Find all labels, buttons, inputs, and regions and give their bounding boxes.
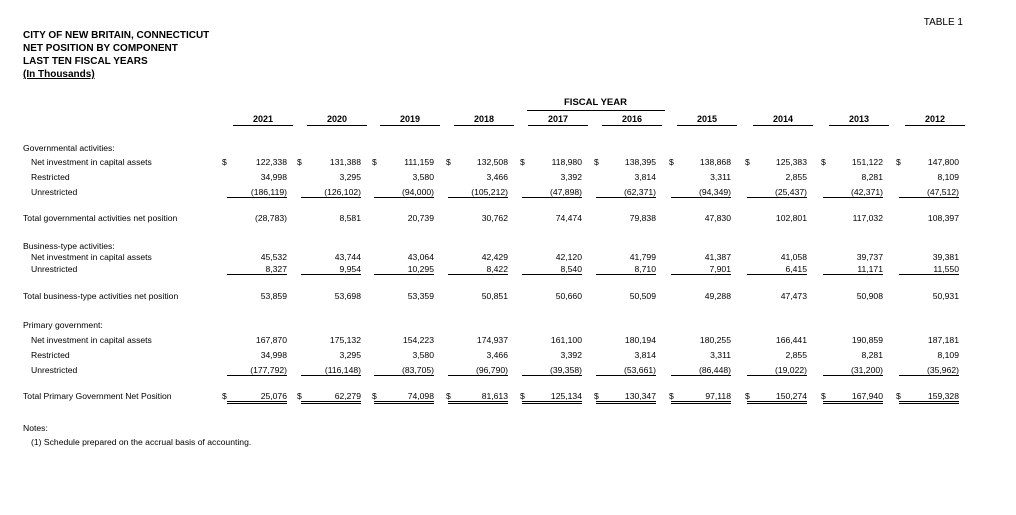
table-cell: (94,000) <box>374 187 434 198</box>
year-header: 2016 <box>602 114 662 126</box>
table-cell: (94,349) <box>671 187 731 198</box>
table-cell: 3,392 <box>560 172 582 182</box>
table-cell: 49,288 <box>704 291 731 301</box>
table-cell: 3,466 <box>486 350 508 360</box>
table-cell: 8,109 <box>937 350 959 360</box>
report-title: NET POSITION BY COMPONENT <box>23 43 178 54</box>
table-cell: 50,931 <box>932 291 959 301</box>
table-cell: 161,100 <box>550 335 582 345</box>
table-cell: (116,148) <box>301 365 361 376</box>
dollar-sign: $ <box>222 391 227 401</box>
report-city-title: CITY OF NEW BRITAIN, CONNECTICUT <box>23 30 210 41</box>
year-header: 2014 <box>753 114 813 126</box>
row-label: Net investment in capital assets <box>31 335 152 345</box>
table-cell: (86,448) <box>671 365 731 376</box>
table-cell: 166,441 <box>775 335 807 345</box>
table-cell: 11,171 <box>823 264 883 275</box>
table-cell: (126,102) <box>301 187 361 198</box>
dollar-sign: $ <box>745 391 750 401</box>
table-cell: 167,870 <box>255 335 287 345</box>
year-header: 2021 <box>233 114 293 126</box>
table-cell: 8,281 <box>861 172 883 182</box>
table-cell: 8,710 <box>596 264 656 275</box>
table-cell: 50,509 <box>629 291 656 301</box>
table-cell: 9,954 <box>301 264 361 275</box>
dollar-sign: $ <box>520 157 525 167</box>
table-cell: 125,383 <box>775 157 807 167</box>
table-cell: 41,387 <box>704 252 731 262</box>
table-cell: (39,358) <box>522 365 582 376</box>
table-cell: 39,381 <box>932 252 959 262</box>
table-cell: 2,855 <box>785 350 807 360</box>
table-cell: 190,859 <box>851 335 883 345</box>
dollar-sign: $ <box>372 157 377 167</box>
table-cell: (28,783) <box>254 213 287 223</box>
table-cell: 50,851 <box>481 291 508 301</box>
year-header: 2012 <box>905 114 965 126</box>
dollar-sign: $ <box>594 157 599 167</box>
table-cell: (42,371) <box>823 187 883 198</box>
dollar-sign: $ <box>222 157 227 167</box>
table-cell: 132,508 <box>476 157 508 167</box>
dollar-sign: $ <box>896 391 901 401</box>
table-cell: 130,347 <box>596 391 656 404</box>
fiscal-year-label: FISCAL YEAR <box>564 97 627 108</box>
table-cell: 3,814 <box>634 350 656 360</box>
dollar-sign: $ <box>446 391 451 401</box>
year-header: 2013 <box>829 114 889 126</box>
table-cell: (47,898) <box>522 187 582 198</box>
table-cell: 8,327 <box>227 264 287 275</box>
table-cell: (105,212) <box>448 187 508 198</box>
table-cell: 187,181 <box>927 335 959 345</box>
table-cell: 74,474 <box>555 213 582 223</box>
table-cell: 3,392 <box>560 350 582 360</box>
table-cell: 42,429 <box>481 252 508 262</box>
table-cell: 3,311 <box>710 172 731 182</box>
dollar-sign: $ <box>745 157 750 167</box>
table-number: TABLE 1 <box>923 17 963 28</box>
table-cell: 3,814 <box>634 172 656 182</box>
table-cell: 43,064 <box>407 252 434 262</box>
table-cell: 154,223 <box>402 335 434 345</box>
year-header: 2019 <box>380 114 440 126</box>
year-header: 2020 <box>307 114 367 126</box>
table-cell: 102,801 <box>775 213 807 223</box>
dollar-sign: $ <box>821 157 826 167</box>
table-cell: (19,022) <box>747 365 807 376</box>
table-cell: 175,132 <box>329 335 361 345</box>
table-cell: (177,792) <box>227 365 287 376</box>
dollar-sign: $ <box>896 157 901 167</box>
total-row-label: Total business-type activities net position <box>23 291 179 301</box>
table-cell: 11,550 <box>899 264 959 275</box>
row-label: Restricted <box>31 350 70 360</box>
table-cell: 138,868 <box>699 157 731 167</box>
table-cell: 138,395 <box>624 157 656 167</box>
table-cell: 74,098 <box>374 391 434 404</box>
table-cell: 53,359 <box>407 291 434 301</box>
table-cell: 25,076 <box>227 391 287 404</box>
table-cell: 20,739 <box>407 213 434 223</box>
table-cell: 79,838 <box>629 213 656 223</box>
table-cell: 34,998 <box>260 172 287 182</box>
table-cell: 47,473 <box>780 291 807 301</box>
notes-title: Notes: <box>23 423 48 433</box>
table-cell: 167,940 <box>823 391 883 404</box>
report-units: (In Thousands) <box>23 69 95 80</box>
table-cell: 151,122 <box>851 157 883 167</box>
table-cell: 150,274 <box>747 391 807 404</box>
dollar-sign: $ <box>594 391 599 401</box>
table-cell: (35,962) <box>899 365 959 376</box>
table-cell: 42,120 <box>555 252 582 262</box>
section-title: Primary government: <box>23 320 103 330</box>
dollar-sign: $ <box>297 157 302 167</box>
table-cell: (31,200) <box>823 365 883 376</box>
table-cell: 41,058 <box>780 252 807 262</box>
table-cell: 8,581 <box>339 213 361 223</box>
table-cell: 50,908 <box>856 291 883 301</box>
table-cell: 180,194 <box>624 335 656 345</box>
table-cell: 3,580 <box>412 350 434 360</box>
table-cell: 159,328 <box>899 391 959 404</box>
table-cell: 131,388 <box>329 157 361 167</box>
table-cell: (25,437) <box>747 187 807 198</box>
table-cell: 8,422 <box>448 264 508 275</box>
table-cell: 3,580 <box>412 172 434 182</box>
table-cell: 147,800 <box>927 157 959 167</box>
table-cell: (62,371) <box>596 187 656 198</box>
table-cell: 8,281 <box>861 350 883 360</box>
dollar-sign: $ <box>669 157 674 167</box>
dollar-sign: $ <box>297 391 302 401</box>
table-cell: 53,859 <box>260 291 287 301</box>
note-item: (1) Schedule prepared on the accrual basis of accounting. <box>31 437 252 447</box>
fiscal-year-rule <box>527 110 665 111</box>
table-cell: 180,255 <box>699 335 731 345</box>
table-cell: (83,705) <box>374 365 434 376</box>
section-title: Governmental activities: <box>23 143 115 153</box>
table-cell: 30,762 <box>481 213 508 223</box>
table-cell: 108,397 <box>927 213 959 223</box>
table-cell: (47,512) <box>899 187 959 198</box>
table-cell: 43,744 <box>334 252 361 262</box>
table-cell: (96,790) <box>448 365 508 376</box>
section-title: Business-type activities: <box>23 241 115 251</box>
table-cell: 6,415 <box>747 264 807 275</box>
table-cell: 34,998 <box>260 350 287 360</box>
table-cell: 3,311 <box>710 350 731 360</box>
table-cell: (53,661) <box>596 365 656 376</box>
table-cell: 53,698 <box>334 291 361 301</box>
row-label: Net investment in capital assets <box>31 157 152 167</box>
table-cell: 39,737 <box>856 252 883 262</box>
table-cell: 3,295 <box>339 350 361 360</box>
table-cell: 118,980 <box>551 157 582 167</box>
table-cell: 7,901 <box>671 264 731 275</box>
row-label: Restricted <box>31 172 70 182</box>
table-cell: 122,338 <box>255 157 287 167</box>
row-label: Unrestricted <box>31 365 78 375</box>
table-cell: 111,159 <box>404 157 434 167</box>
year-header: 2015 <box>677 114 737 126</box>
table-cell: 2,855 <box>785 172 807 182</box>
table-cell: 97,118 <box>671 391 731 404</box>
table-cell: 41,799 <box>629 252 656 262</box>
table-cell: 3,466 <box>486 172 508 182</box>
table-cell: 117,032 <box>852 213 883 223</box>
total-row-label: Total Primary Government Net Position <box>23 391 172 401</box>
row-label: Unrestricted <box>31 187 78 197</box>
report-period: LAST TEN FISCAL YEARS <box>23 56 148 67</box>
year-header: 2018 <box>454 114 514 126</box>
table-cell: 47,830 <box>704 213 731 223</box>
table-cell: 10,295 <box>374 264 434 275</box>
dollar-sign: $ <box>821 391 826 401</box>
table-cell: 62,279 <box>301 391 361 404</box>
table-cell: 174,937 <box>476 335 508 345</box>
table-cell: 81,613 <box>448 391 508 404</box>
table-cell: 3,295 <box>339 172 361 182</box>
year-header: 2017 <box>528 114 588 126</box>
dollar-sign: $ <box>446 157 451 167</box>
table-cell: 8,109 <box>937 172 959 182</box>
dollar-sign: $ <box>520 391 525 401</box>
table-cell: 45,532 <box>260 252 287 262</box>
total-row-label: Total governmental activities net position <box>23 213 178 223</box>
table-cell: 8,540 <box>522 264 582 275</box>
table-cell: (186,119) <box>227 187 287 198</box>
dollar-sign: $ <box>669 391 674 401</box>
dollar-sign: $ <box>372 391 377 401</box>
row-label: Net investment in capital assets <box>31 252 152 262</box>
table-cell: 125,134 <box>522 391 582 404</box>
table-cell: 50,660 <box>555 291 582 301</box>
row-label: Unrestricted <box>31 264 78 274</box>
